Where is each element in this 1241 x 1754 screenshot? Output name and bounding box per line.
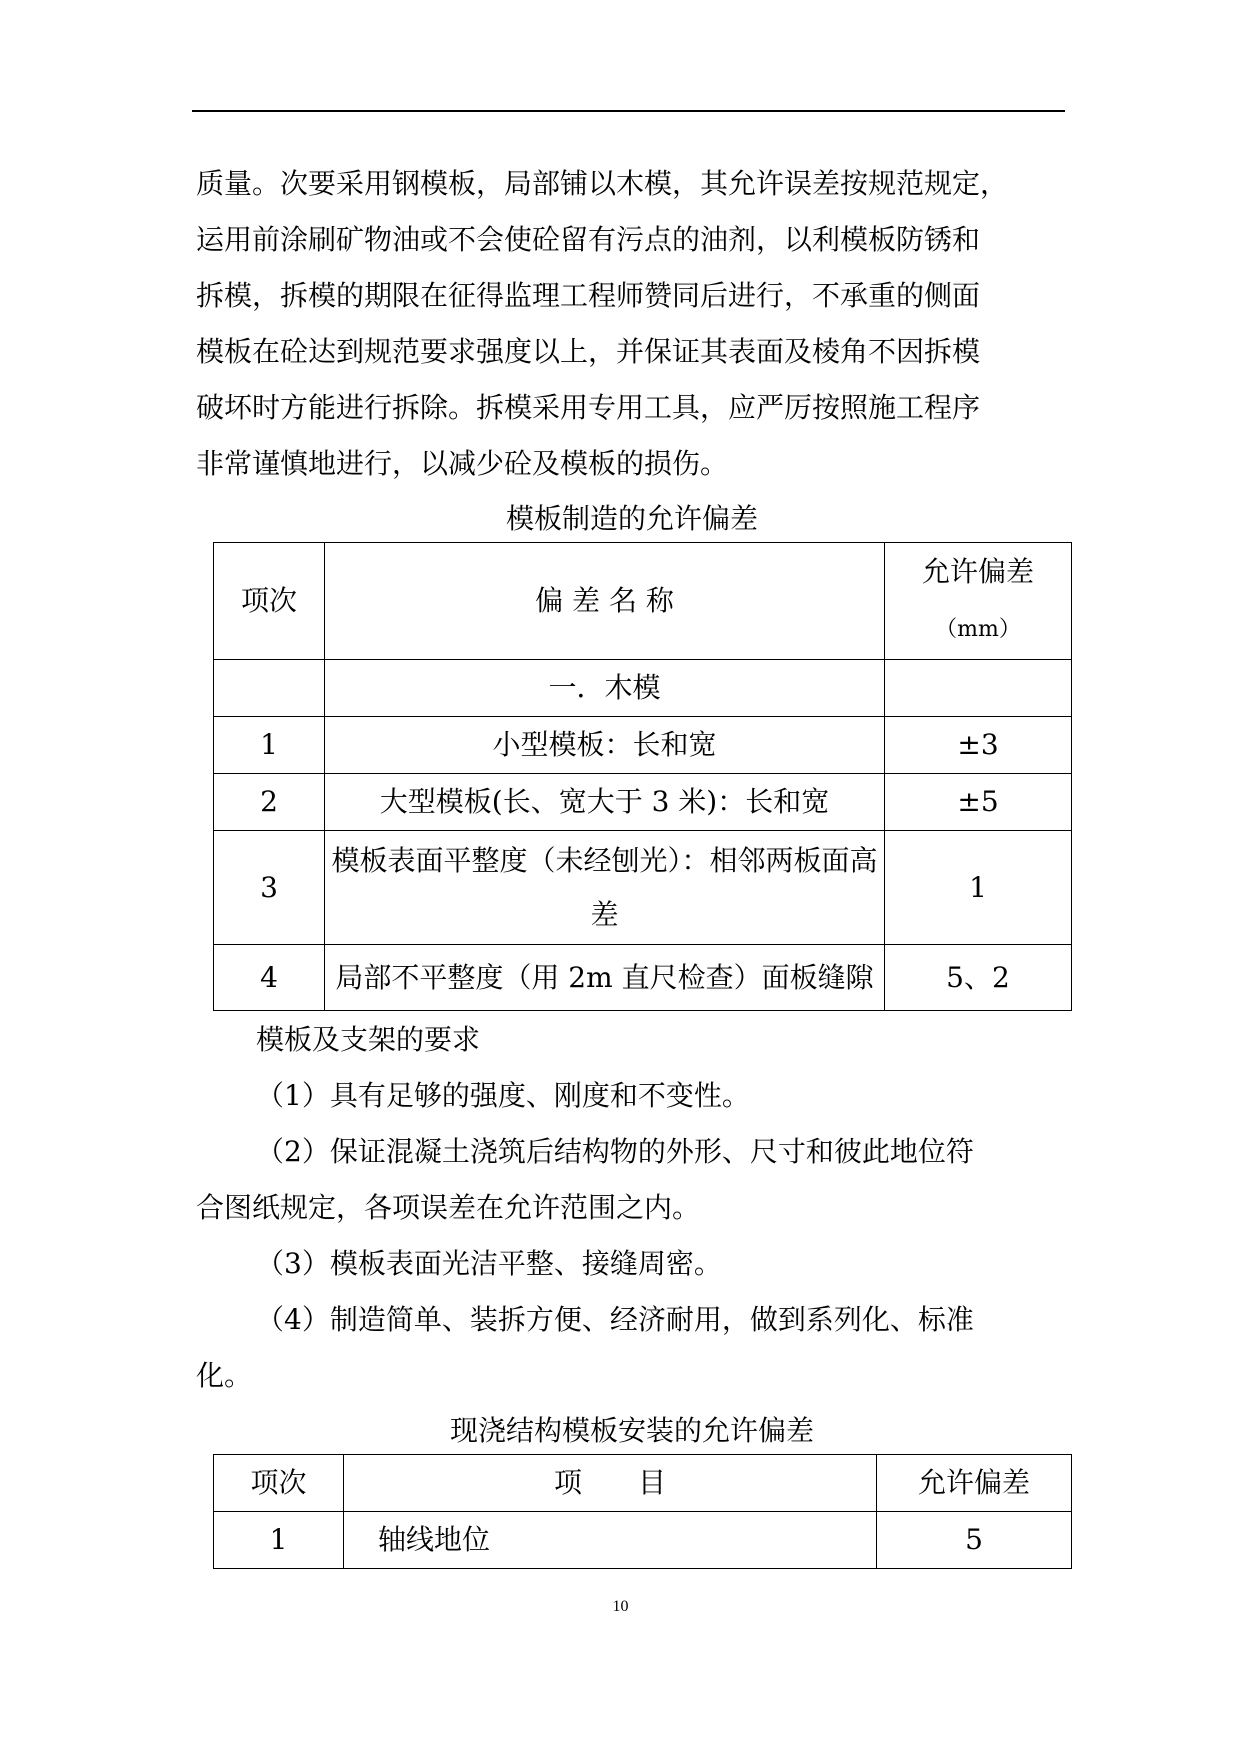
- requirements-heading: 模板及支架的要求: [256, 1023, 481, 1056]
- row-tolerance: ±3: [885, 717, 1072, 774]
- table-row: [214, 774, 1072, 831]
- paragraph-line: 运用前涂刷矿物油或不会使砼留有污点的油剂，以利模板防锈和: [196, 223, 981, 256]
- requirement-item-continuation: 合图纸规定，各项误差在允许范围之内。: [196, 1191, 701, 1224]
- row-index: 3: [214, 831, 325, 945]
- page-number: 10: [612, 1598, 629, 1615]
- header-item: 项 目: [344, 1455, 877, 1512]
- requirement-item: （1）具有足够的强度、刚度和不变性。: [256, 1079, 750, 1112]
- requirement-item: （2）保证混凝土浇筑后结构物的外形、尺寸和彼此地位符: [256, 1135, 974, 1168]
- table-row: [214, 831, 1072, 945]
- header-index: 项次: [214, 1455, 344, 1512]
- requirement-item-continuation: 化。: [196, 1359, 253, 1392]
- row-index: 4: [214, 945, 325, 1011]
- table-header-row: [214, 543, 1072, 660]
- paragraph-line: 质量。次要采用钢模板，局部铺以木模，其允许误差按规范规定，: [196, 167, 1009, 200]
- row-name-line2: 差: [590, 897, 619, 931]
- tolerance-table-fabrication: [213, 542, 1072, 1011]
- table2-caption: 现浇结构模板安装的允许偏差: [449, 1414, 814, 1447]
- header-name: 偏 差 名 称: [325, 543, 885, 660]
- row-index: 1: [214, 1512, 344, 1569]
- table-row: [214, 945, 1072, 1011]
- requirement-item: （3）模板表面光洁平整、接缝周密。: [256, 1247, 722, 1280]
- paragraph-line: 非常谨慎地进行，以减少砼及模板的损伤。: [196, 447, 729, 480]
- row-name: 小型模板：长和宽: [325, 717, 885, 774]
- header-tolerance: [885, 543, 1072, 660]
- row-tolerance: 5: [877, 1512, 1072, 1569]
- body-paragraph: [196, 156, 1068, 492]
- row-tolerance: 1: [885, 831, 1072, 945]
- table-row: [214, 717, 1072, 774]
- header-tolerance: 允许偏差: [877, 1455, 1072, 1512]
- tolerance-table-installation: [213, 1454, 1072, 1569]
- requirements-section: [196, 1012, 1068, 1404]
- row-name: [325, 831, 885, 945]
- row-name: 大型模板(长、宽大于 3 米)：长和宽: [325, 774, 885, 831]
- row-index: 1: [214, 717, 325, 774]
- table-section-row: [214, 660, 1072, 717]
- requirement-item: （4）制造简单、装拆方便、经济耐用，做到系列化、标准: [256, 1303, 974, 1336]
- row-name-line1: 模板表面平整度（未经刨光）：相邻两板面高: [331, 843, 878, 877]
- section-tolerance-empty: [885, 660, 1072, 717]
- paragraph-line: 模板在砼达到规范要求强度以上，并保证其表面及棱角不因拆模: [196, 335, 981, 368]
- header-tolerance-label: 允许偏差: [921, 555, 1034, 588]
- header-tolerance-unit: （mm）: [935, 617, 1021, 642]
- header-rule: [192, 110, 1065, 112]
- row-tolerance: 5、2: [885, 945, 1072, 1011]
- section-label: 一．木模: [325, 660, 885, 717]
- row-tolerance: ±5: [885, 774, 1072, 831]
- row-item: 轴线地位: [344, 1512, 877, 1569]
- paragraph-line: 破坏时方能进行拆除。拆模采用专用工具，应严厉按照施工程序: [196, 391, 981, 424]
- section-index-empty: [214, 660, 325, 717]
- table-row: [214, 1512, 1072, 1569]
- row-name: 局部不平整度（用 2m 直尺检查）面板缝隙: [325, 945, 885, 1011]
- table1-caption: 模板制造的允许偏差: [505, 502, 758, 535]
- row-index: 2: [214, 774, 325, 831]
- header-index: 项次: [214, 543, 325, 660]
- table-header-row: [214, 1455, 1072, 1512]
- paragraph-line: 拆模，拆模的期限在征得监理工程师赞同后进行，不承重的侧面: [196, 279, 981, 312]
